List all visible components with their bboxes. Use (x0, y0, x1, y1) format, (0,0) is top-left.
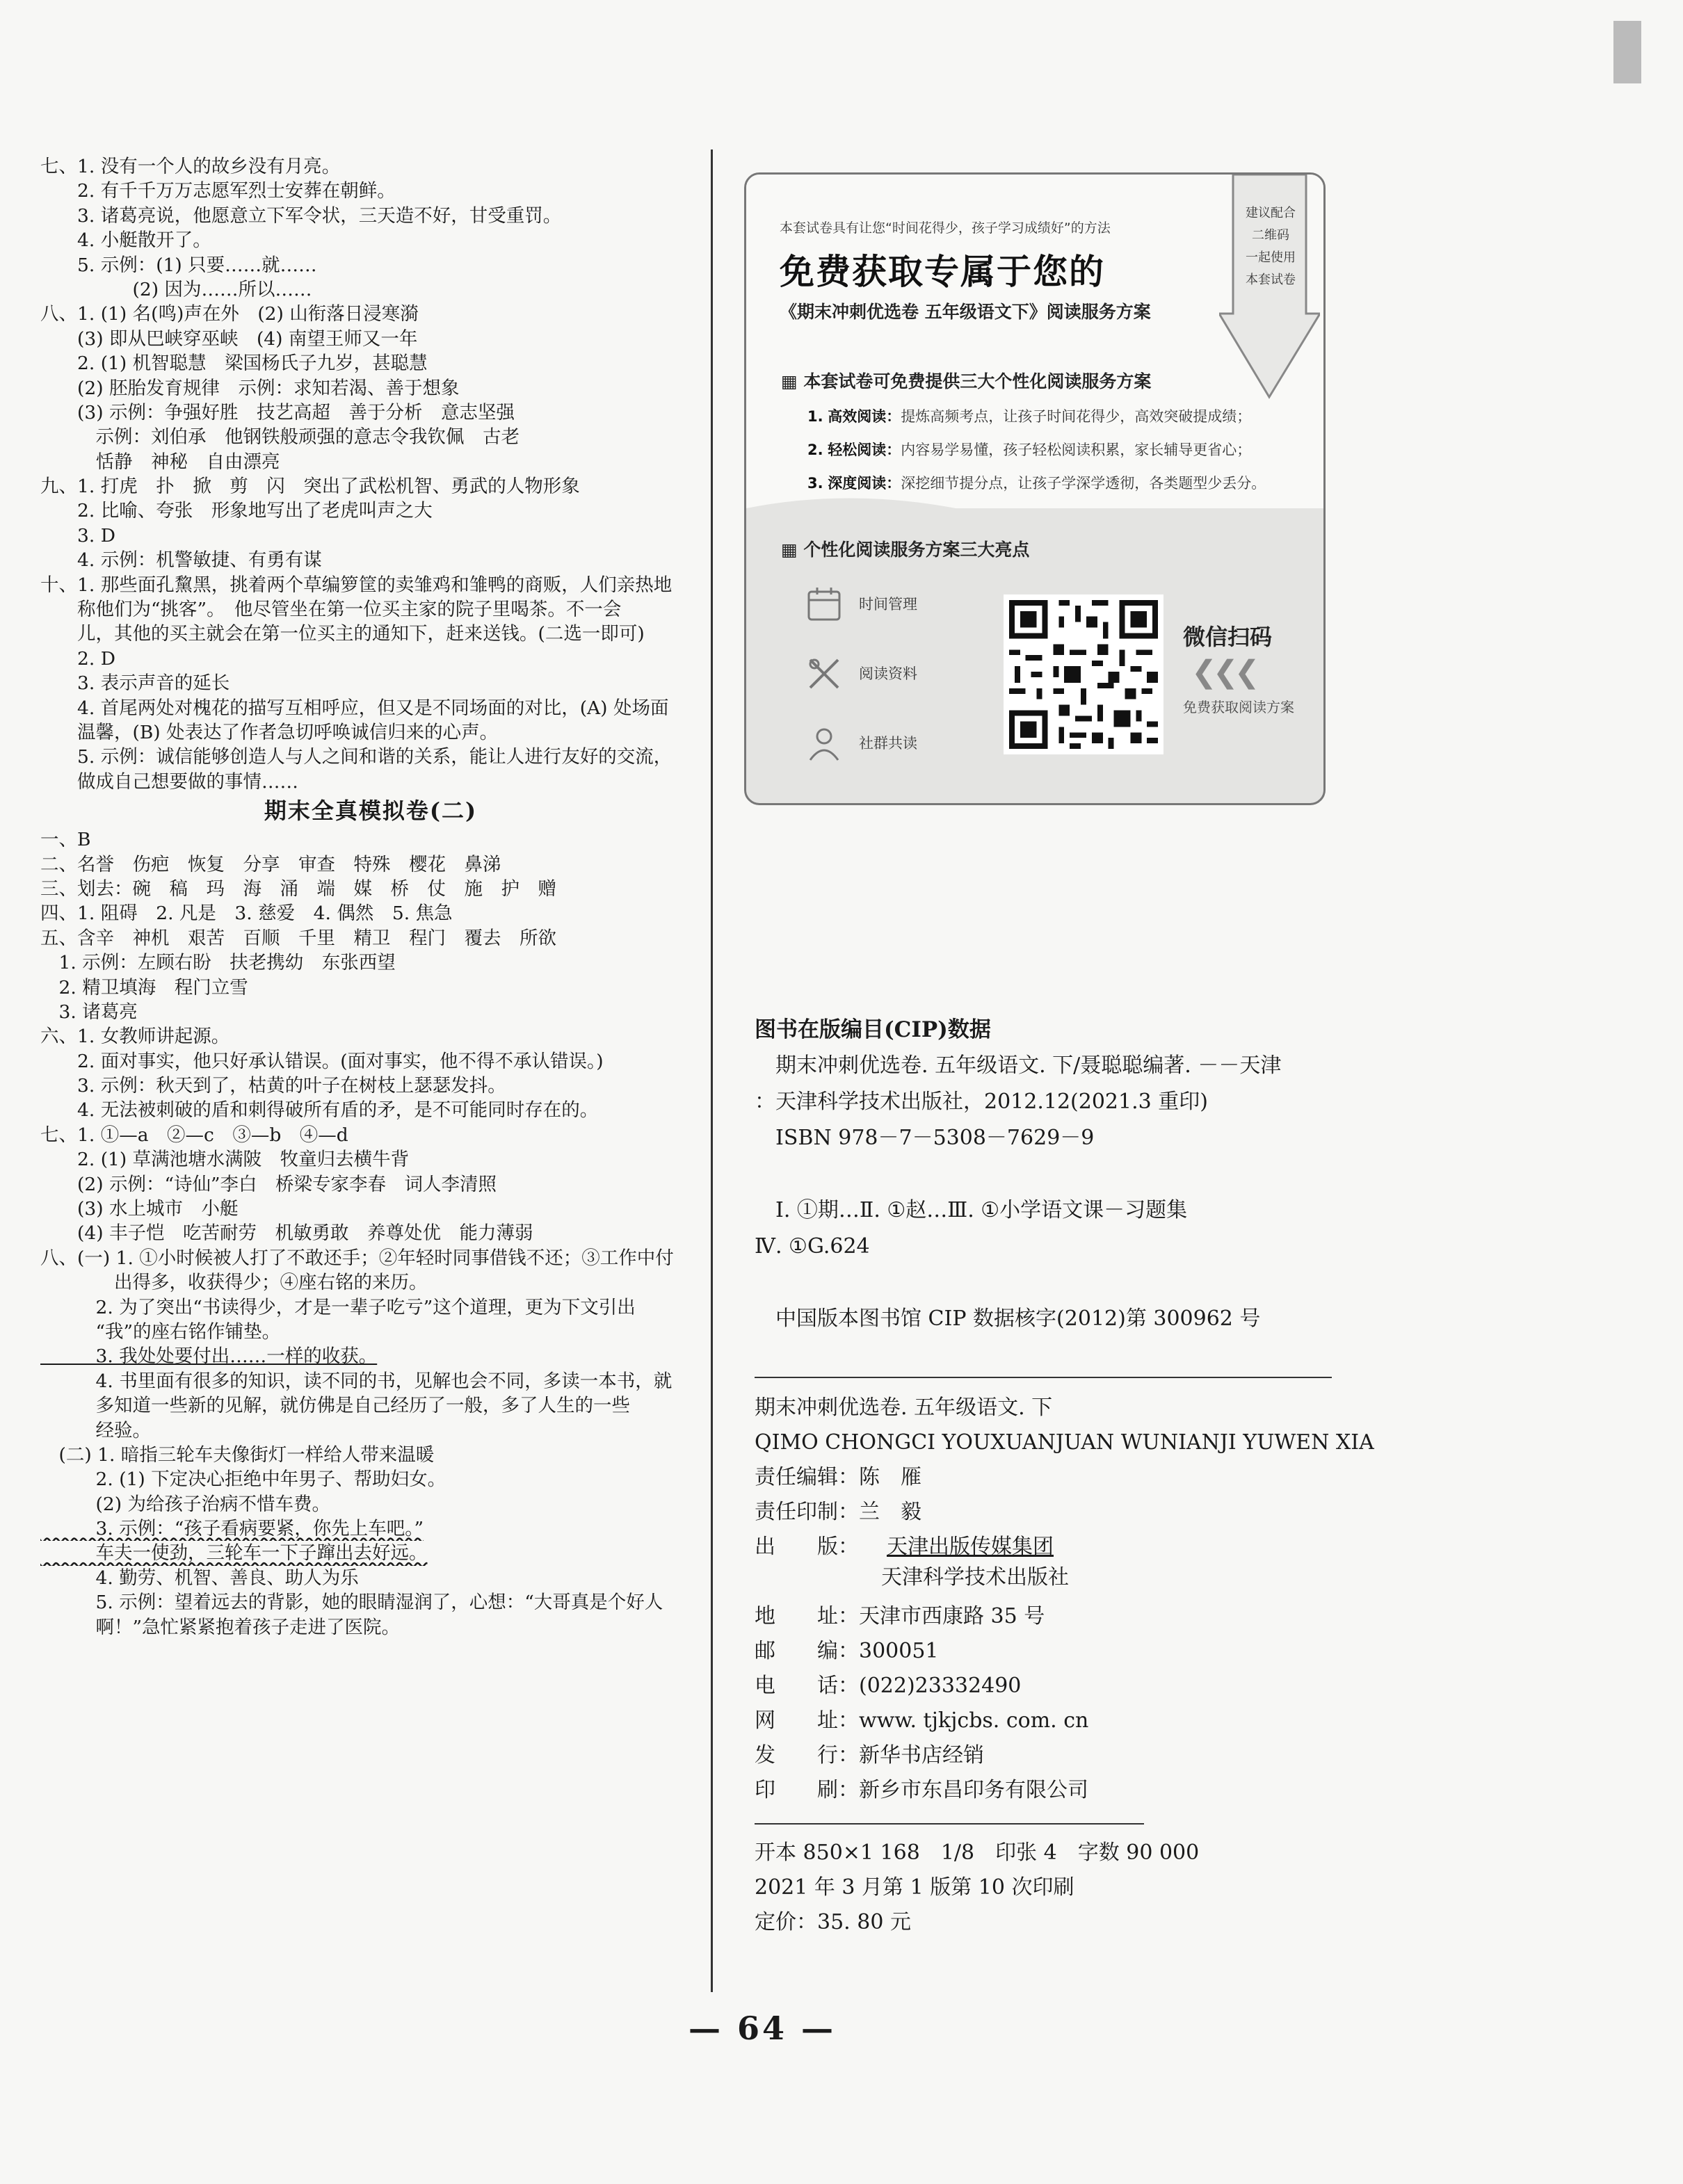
answer-line: 三、划去：碗 稿 玛 海 涌 端 媒 桥 仗 施 护 赠 (40, 877, 556, 900)
answer-line: 5. 示例：望着远去的背影，她的眼睛湿润了，心想：“大哥真是个好人 (40, 1592, 663, 1614)
answer-line: 七、1. 没有一个人的故乡没有月亮。 (40, 156, 341, 177)
answer-line: 1. 示例：左顾右盼 扶老携幼 东张西望 (40, 952, 396, 974)
service-item-2: 2. 轻松阅读：内容易学易懂，孩子轻松阅读积累，家长辅导更省心； (807, 442, 1252, 458)
answer-group-d (40, 1566, 701, 1640)
answer-line: 称他们为“挑客”。 他尽管坐在第一位买主家的院子里喝茶。不一会 (40, 599, 622, 621)
answer-line: 温馨，(B) 处表达了作者急切呼唤诚信归来的心声。 (40, 721, 499, 743)
bullet-icon: ▦ (781, 371, 804, 391)
book-title-cn: 期末冲刺优选卷. 五年级语文. 下 (755, 1396, 1053, 1420)
promo-wave-shape (746, 480, 1323, 578)
distributor: 发 行：新华书店经销 (755, 1743, 984, 1768)
answer-line: 4. 首尾两处对槐花的描写互相呼应，但又是不同场面的对比，(A) 处场面 (40, 697, 669, 719)
answer-line: 4. 无法被刺破的盾和刺得破所有盾的矛，是不可能同时存在的。 (40, 1099, 599, 1122)
answer-group-c (40, 1369, 701, 1516)
cip-line: 期末冲刺优选卷. 五年级语文. 下/聂聪聪编著. －－天津 (755, 1053, 1282, 1078)
answer-line: (2) 因为……所以…… (40, 278, 312, 300)
answer-line: 七、1. ①—a ②—c ③—b ④—d (40, 1124, 348, 1146)
responsible-printing: 责任印制：兰 毅 (755, 1500, 921, 1524)
answer-key-column (40, 154, 701, 1640)
promo-heading-2: ▦ 个性化阅读服务方案三大亮点 (781, 540, 1030, 560)
answer-line: 八、(一) 1. ①小时候被人打了不敢还手；②年轻时同事借钱不还；③工作中付 (40, 1247, 674, 1269)
answer-line: 2. 为了突出“书读得少，才是一辈子吃亏”这个道理，更为下文引出 (40, 1296, 636, 1318)
page-number: — 64 — (688, 2009, 837, 2047)
book-title-pinyin: QIMO CHONGCI YOUXUANJUAN WUNIANJI YUWEN XIA (755, 1430, 1374, 1455)
answer-line: 3. 诸葛亮说，他愿意立下军令状，三天造不好，甘受重罚。 (40, 204, 562, 227)
answer-line: 五、含辛 神机 艰苦 百顺 千里 精卫 程门 覆去 所欲 (40, 927, 556, 949)
answer-line: 九、1. 打虎 扑 掀 剪 闪 突出了武松机智、勇武的人物形象 (40, 476, 580, 498)
chevrons-left-icon: ❮❮❮ (1191, 654, 1256, 690)
answer-line: 4. 示例：机警敏捷、有勇有谋 (40, 549, 322, 572)
answer-line: 十、1. 那些面孔黧黑，挑着两个草编箩筐的卖雏鸡和雏鸭的商贩，人们亲热地 (40, 574, 673, 596)
feature-label: 社群共读 (859, 735, 917, 752)
print-specs (755, 1836, 1199, 1940)
answer-line: 5. 示例：诚信能够创造人与人之间和谐的关系，能让人进行友好的交流， (40, 746, 673, 768)
answer-line: 2. 面对事实，他只好承认错误。(面对事实，他不得不承认错误。) (40, 1050, 604, 1072)
cip-heading: 图书在版编目(CIP)数据 (755, 1017, 991, 1042)
cip-line: ：天津科学技术出版社，2012.12(2021.3 重印) (755, 1090, 1208, 1114)
bullet-icon: ▦ (781, 540, 804, 560)
wavy-answer-1: 3. 示例：“孩子看病要紧，你先上车吧。” (40, 1518, 424, 1540)
answer-line: 2. D (40, 647, 115, 670)
answer-line: 2. (1) 机智聪慧 梁国杨氏子九岁，甚聪慧 (40, 353, 428, 375)
answer-line: 2. 有千千万万志愿军烈士安葬在朝鲜。 (40, 180, 396, 202)
promo-heading-1: ▦ 本套试卷可免费提供三大个性化阅读服务方案 (781, 371, 1152, 391)
responsible-editor: 责任编辑：陈 雁 (755, 1465, 921, 1489)
answer-line: (4) 丰子恺 吃苦耐劳 机敏勇敢 养尊处优 能力薄弱 (40, 1222, 533, 1245)
answer-line: 经验。 (40, 1419, 151, 1441)
answer-line: 二、名誉 伤疤 恢复 分享 审查 特殊 樱花 鼻涕 (40, 853, 501, 875)
feature-time (805, 585, 951, 626)
answer-line: (3) 水上城市 小艇 (40, 1198, 239, 1220)
pen-ruler-icon (805, 654, 844, 693)
promo-title: 免费获取专属于您的 (780, 252, 1105, 292)
feature-label: 阅读资料 (859, 665, 917, 682)
price: 定价：35. 80 元 (755, 1910, 911, 1934)
column-divider (711, 149, 713, 1992)
answer-line-underlined (40, 1344, 701, 1368)
answer-group-b (40, 827, 701, 1344)
divider-line (755, 1823, 1144, 1825)
answer-line: (2) 为给孩子治病不惜车费。 (40, 1493, 330, 1515)
publication-info (755, 1391, 1374, 1808)
cip-line (755, 1265, 1332, 1301)
answer-line: 示例：刘伯承 他钢铁般顽强的意志令我钦佩 古老 (40, 426, 520, 448)
promo-box (744, 172, 1326, 805)
answer-line: (3) 示例：争强好胜 技艺高超 善于分析 意志坚强 (40, 401, 515, 423)
phone: 电 话：(022)23332490 (755, 1674, 1022, 1698)
wavy-answer-2: 车夫一使劲，三轮车一下子蹿出去好远。 (40, 1542, 428, 1564)
arrow-note: 建议配合 二维码 一起使用 本套试卷 (1246, 206, 1296, 287)
wechat-scan-title: 微信扫码 (1183, 624, 1273, 650)
promo-book-title: 《期末冲刺优选卷 五年级语文下》阅读服务方案 (780, 302, 1151, 322)
answer-line: 3. D (40, 524, 115, 547)
qr-code[interactable] (1004, 594, 1163, 754)
cip-line: Ⅳ. ①G.624 (755, 1234, 870, 1259)
postcode: 邮 编：300051 (755, 1639, 939, 1663)
address: 地 址：天津市西康路 35 号 (755, 1604, 1045, 1628)
answer-line: 做成自己想要做的事情…… (40, 770, 298, 793)
answer-line: 2. 比喻、夸张 形象地写出了老虎叫声之大 (40, 500, 433, 522)
answer-line: (3) 即从巴峡穿巫峡 (4) 南望王师又一年 (40, 327, 418, 350)
answer-line: 4. 小艇散开了。 (40, 229, 211, 252)
cip-line: Ⅰ. ①期…Ⅱ. ①赵…Ⅲ. ①小学语文课－习题集 (755, 1198, 1188, 1222)
answer-line: 多知道一些新的见解，就仿佛是自己经历了一般，多了人生的一些 (40, 1395, 630, 1417)
cip-block (755, 1012, 1332, 1337)
answer-line: 恬静 神秘 自由漂亮 (40, 451, 280, 473)
answer-group-a (40, 154, 701, 794)
answer-line: 四、1. 阻碍 2. 凡是 3. 慈爱 4. 偶然 5. 焦急 (40, 903, 453, 925)
answer-line: 儿，其他的买主就会在第一位买主的通知下，赶来送钱。(二选一即可) (40, 623, 645, 645)
cip-line: 中国版本图书馆 CIP 数据核字(2012)第 300962 号 (755, 1307, 1261, 1331)
answer-line: (2) 示例：“诗仙”李白 桥梁专家李春 词人李清照 (40, 1173, 497, 1195)
answer-line: 3. 诸葛亮 (40, 1001, 138, 1023)
answer-line: 3. 示例：秋天到了，枯黄的叶子在树枝上瑟瑟发抖。 (40, 1075, 506, 1097)
answer-line: (2) 胚胎发育规律 示例：求知若渴、善于想象 (40, 377, 460, 399)
divider-line (755, 1377, 1332, 1378)
cip-line: ISBN 978－7－5308－7629－9 (755, 1126, 1095, 1150)
underlined-answer: 3. 我处处要付出……一样的收获。 (40, 1345, 378, 1368)
edition-info: 2021 年 3 月第 1 版第 10 次印刷 (755, 1875, 1074, 1900)
wechat-scan-subtitle: 免费获取阅读方案 (1183, 699, 1294, 715)
answer-line: 六、1. 女教师讲起源。 (40, 1026, 230, 1048)
format-specs: 开本 850×1 168 1/8 印张 4 字数 90 000 (755, 1841, 1200, 1865)
answer-line: 3. 表示声音的延长 (40, 672, 230, 695)
answer-line: 八、1. (1) 名(鸣)声在外 (2) 山衔落日浸寒漪 (40, 303, 419, 325)
answer-line-wavy (40, 1516, 701, 1541)
feature-community (805, 724, 951, 766)
answer-line: (二) 1. 暗指三轮车夫像街灯一样给人带来温暖 (40, 1443, 435, 1466)
calendar-icon (805, 585, 844, 624)
website: 网 址：www. tjkjcbs. com. cn (755, 1708, 1089, 1733)
publisher (755, 1530, 1332, 1599)
printer: 印 刷：新乡市东昌印务有限公司 (755, 1778, 1088, 1802)
publisher-group: 天津出版传媒集团 (887, 1535, 1054, 1559)
publisher-label: 出 版： (755, 1535, 859, 1559)
answer-line: 4. 书里面有很多的知识，读不同的书，见解也会不同，多读一本书，就 (40, 1370, 673, 1392)
answer-line: 2. (1) 下定决心拒绝中年男子、帮助妇女。 (40, 1469, 446, 1491)
answer-line: “我”的座右铭作铺垫。 (40, 1320, 281, 1343)
service-item-1: 1. 高效阅读：提炼高频考点，让孩子时间花得少，高效突破提成绩； (807, 408, 1252, 425)
answer-line: 一、B (40, 829, 91, 851)
scan-edge-mark (1613, 21, 1641, 83)
people-icon (805, 724, 844, 763)
answer-line-wavy (40, 1541, 701, 1565)
feature-materials (805, 654, 951, 696)
publisher-press: 天津科学技术出版社 (881, 1565, 1069, 1590)
feature-label: 时间管理 (859, 596, 917, 613)
section-title: 期末全真模拟卷(二) (264, 798, 478, 825)
answer-line: 2. (1) 草满池塘水满陂 牧童归去横牛背 (40, 1149, 410, 1171)
service-item-3: 3. 深度阅读：深挖细节提分点，让孩子学深学透彻，各类题型少丢分。 (807, 475, 1266, 492)
cip-line (755, 1156, 1332, 1192)
answer-line: 2. 精卫填海 程门立雪 (40, 976, 248, 998)
answer-line: 啊！”急忙紧紧抱着孩子走进了医院。 (40, 1616, 401, 1638)
answer-line: 4. 勤劳、机智、善良、助人为乐 (40, 1567, 359, 1589)
cip-lines (755, 1048, 1332, 1337)
answer-line: 出得多，收获得少；④座右铭的来历。 (40, 1272, 428, 1294)
answer-line: 5. 示例：(1) 只要……就…… (40, 254, 317, 276)
promo-intro: 本套试卷具有让您“时间花得少，孩子学习成绩好”的方法 (780, 220, 1111, 236)
